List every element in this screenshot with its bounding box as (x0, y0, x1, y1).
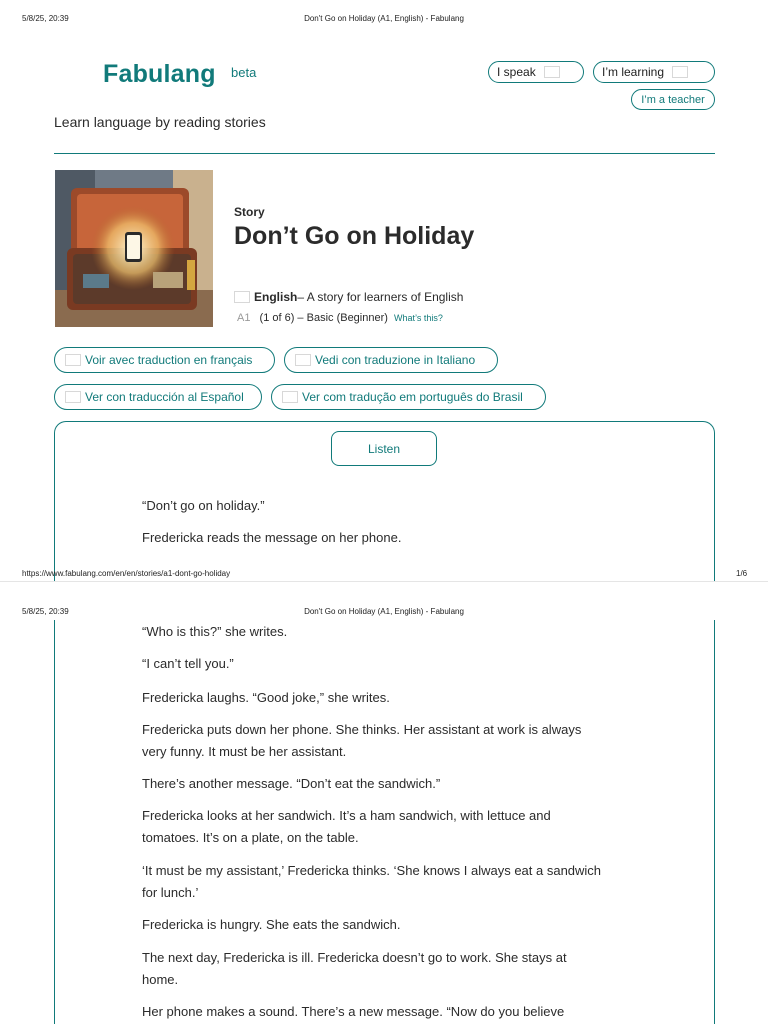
translation-label: Ver con traducción al Español (85, 390, 244, 404)
story-paragraph: Fredericka reads the message on her phone. (142, 530, 402, 545)
tagline: Learn language by reading stories (54, 114, 266, 130)
flag-icon (544, 66, 560, 78)
im-a-teacher-button[interactable] (631, 89, 715, 110)
flag-icon (65, 391, 81, 403)
im-learning-selector[interactable] (593, 61, 715, 83)
story-paragraph: ‘It must be my assistant,’ Fredericka thinks. ‘She knows I always eat a sandwich for lunch.’ (142, 863, 602, 900)
language-name: English (254, 290, 298, 304)
page-break (0, 581, 768, 582)
story-paragraph: There’s another message. “Don’t eat the sandwich.” (142, 776, 441, 791)
story-paragraph: Fredericka puts down her phone. She thinks. Her assistant at work is always very funny. It must be her assistant. (142, 722, 582, 759)
flag-icon (295, 354, 311, 366)
story-paragraph: Fredericka looks at her sandwich. It’s a ham sandwich, with lettuce and tomatoes. It’s on a plate, on the table. (142, 808, 551, 845)
language-line (234, 290, 463, 304)
story-paragraph: The next day, Fredericka is ill. Fredericka doesn’t go to work. She stays at home. (142, 950, 567, 987)
im-a-teacher-label: I’m a teacher (641, 93, 705, 106)
translation-label: Vedi con traduzione in Italiano (315, 353, 476, 367)
flag-icon (282, 391, 298, 403)
im-learning-label: I’m learning (602, 65, 665, 79)
story-paragraph: “I can’t tell you.” (142, 656, 234, 671)
level-line (237, 312, 443, 324)
story-paragraph: Fredericka is hungry. She eats the sandwich. (142, 917, 401, 932)
translation-label: Ver com tradução em português do Brasil (302, 390, 523, 404)
header-divider (54, 153, 715, 154)
print-doc-title: Don't Go on Holiday (A1, English) - Fabulang (304, 14, 464, 23)
flag-icon (672, 66, 688, 78)
print-url: https://www.fabulang.com/en/en/stories/a1-dont-go-holiday (22, 569, 231, 578)
flag-icon (234, 291, 250, 303)
beta-badge: beta (231, 65, 257, 80)
brand-logo[interactable]: Fabulang (103, 60, 216, 88)
story-paragraph: Her phone makes a sound. There’s a new message. “Now do you believe (142, 1004, 565, 1019)
translation-button-portuguese[interactable] (271, 384, 546, 410)
translation-button-french[interactable] (54, 347, 275, 373)
flag-icon (65, 354, 81, 366)
print-datetime: 5/8/25, 20:39 (22, 14, 69, 23)
language-desc: – A story for learners of English (297, 290, 464, 304)
print-page-number: 1/6 (736, 569, 748, 578)
translation-label: Voir avec traduction en français (85, 353, 253, 367)
story-paragraph: “Who is this?” she writes. (142, 624, 288, 639)
translation-button-italian[interactable] (284, 347, 498, 373)
whats-this-link[interactable]: What’s this? (393, 313, 443, 323)
listen-button[interactable]: Listen (331, 431, 437, 466)
story-paragraph: “Don’t go on holiday.” (142, 498, 265, 513)
level-code: A1 (237, 312, 251, 324)
print-doc-title: Don't Go on Holiday (A1, English) - Fabulang (304, 607, 464, 616)
i-speak-selector[interactable] (488, 61, 584, 83)
translation-button-spanish[interactable] (54, 384, 262, 410)
print-datetime: 5/8/25, 20:39 (22, 607, 69, 616)
story-title: Don’t Go on Holiday (234, 222, 475, 250)
story-kind-label: Story (234, 205, 265, 219)
level-desc: (1 of 6) – Basic (Beginner) (259, 312, 388, 324)
story-paragraph: Fredericka laughs. “Good joke,” she writes. (142, 690, 390, 705)
i-speak-label: I speak (497, 65, 536, 79)
story-cover-image (55, 170, 213, 327)
